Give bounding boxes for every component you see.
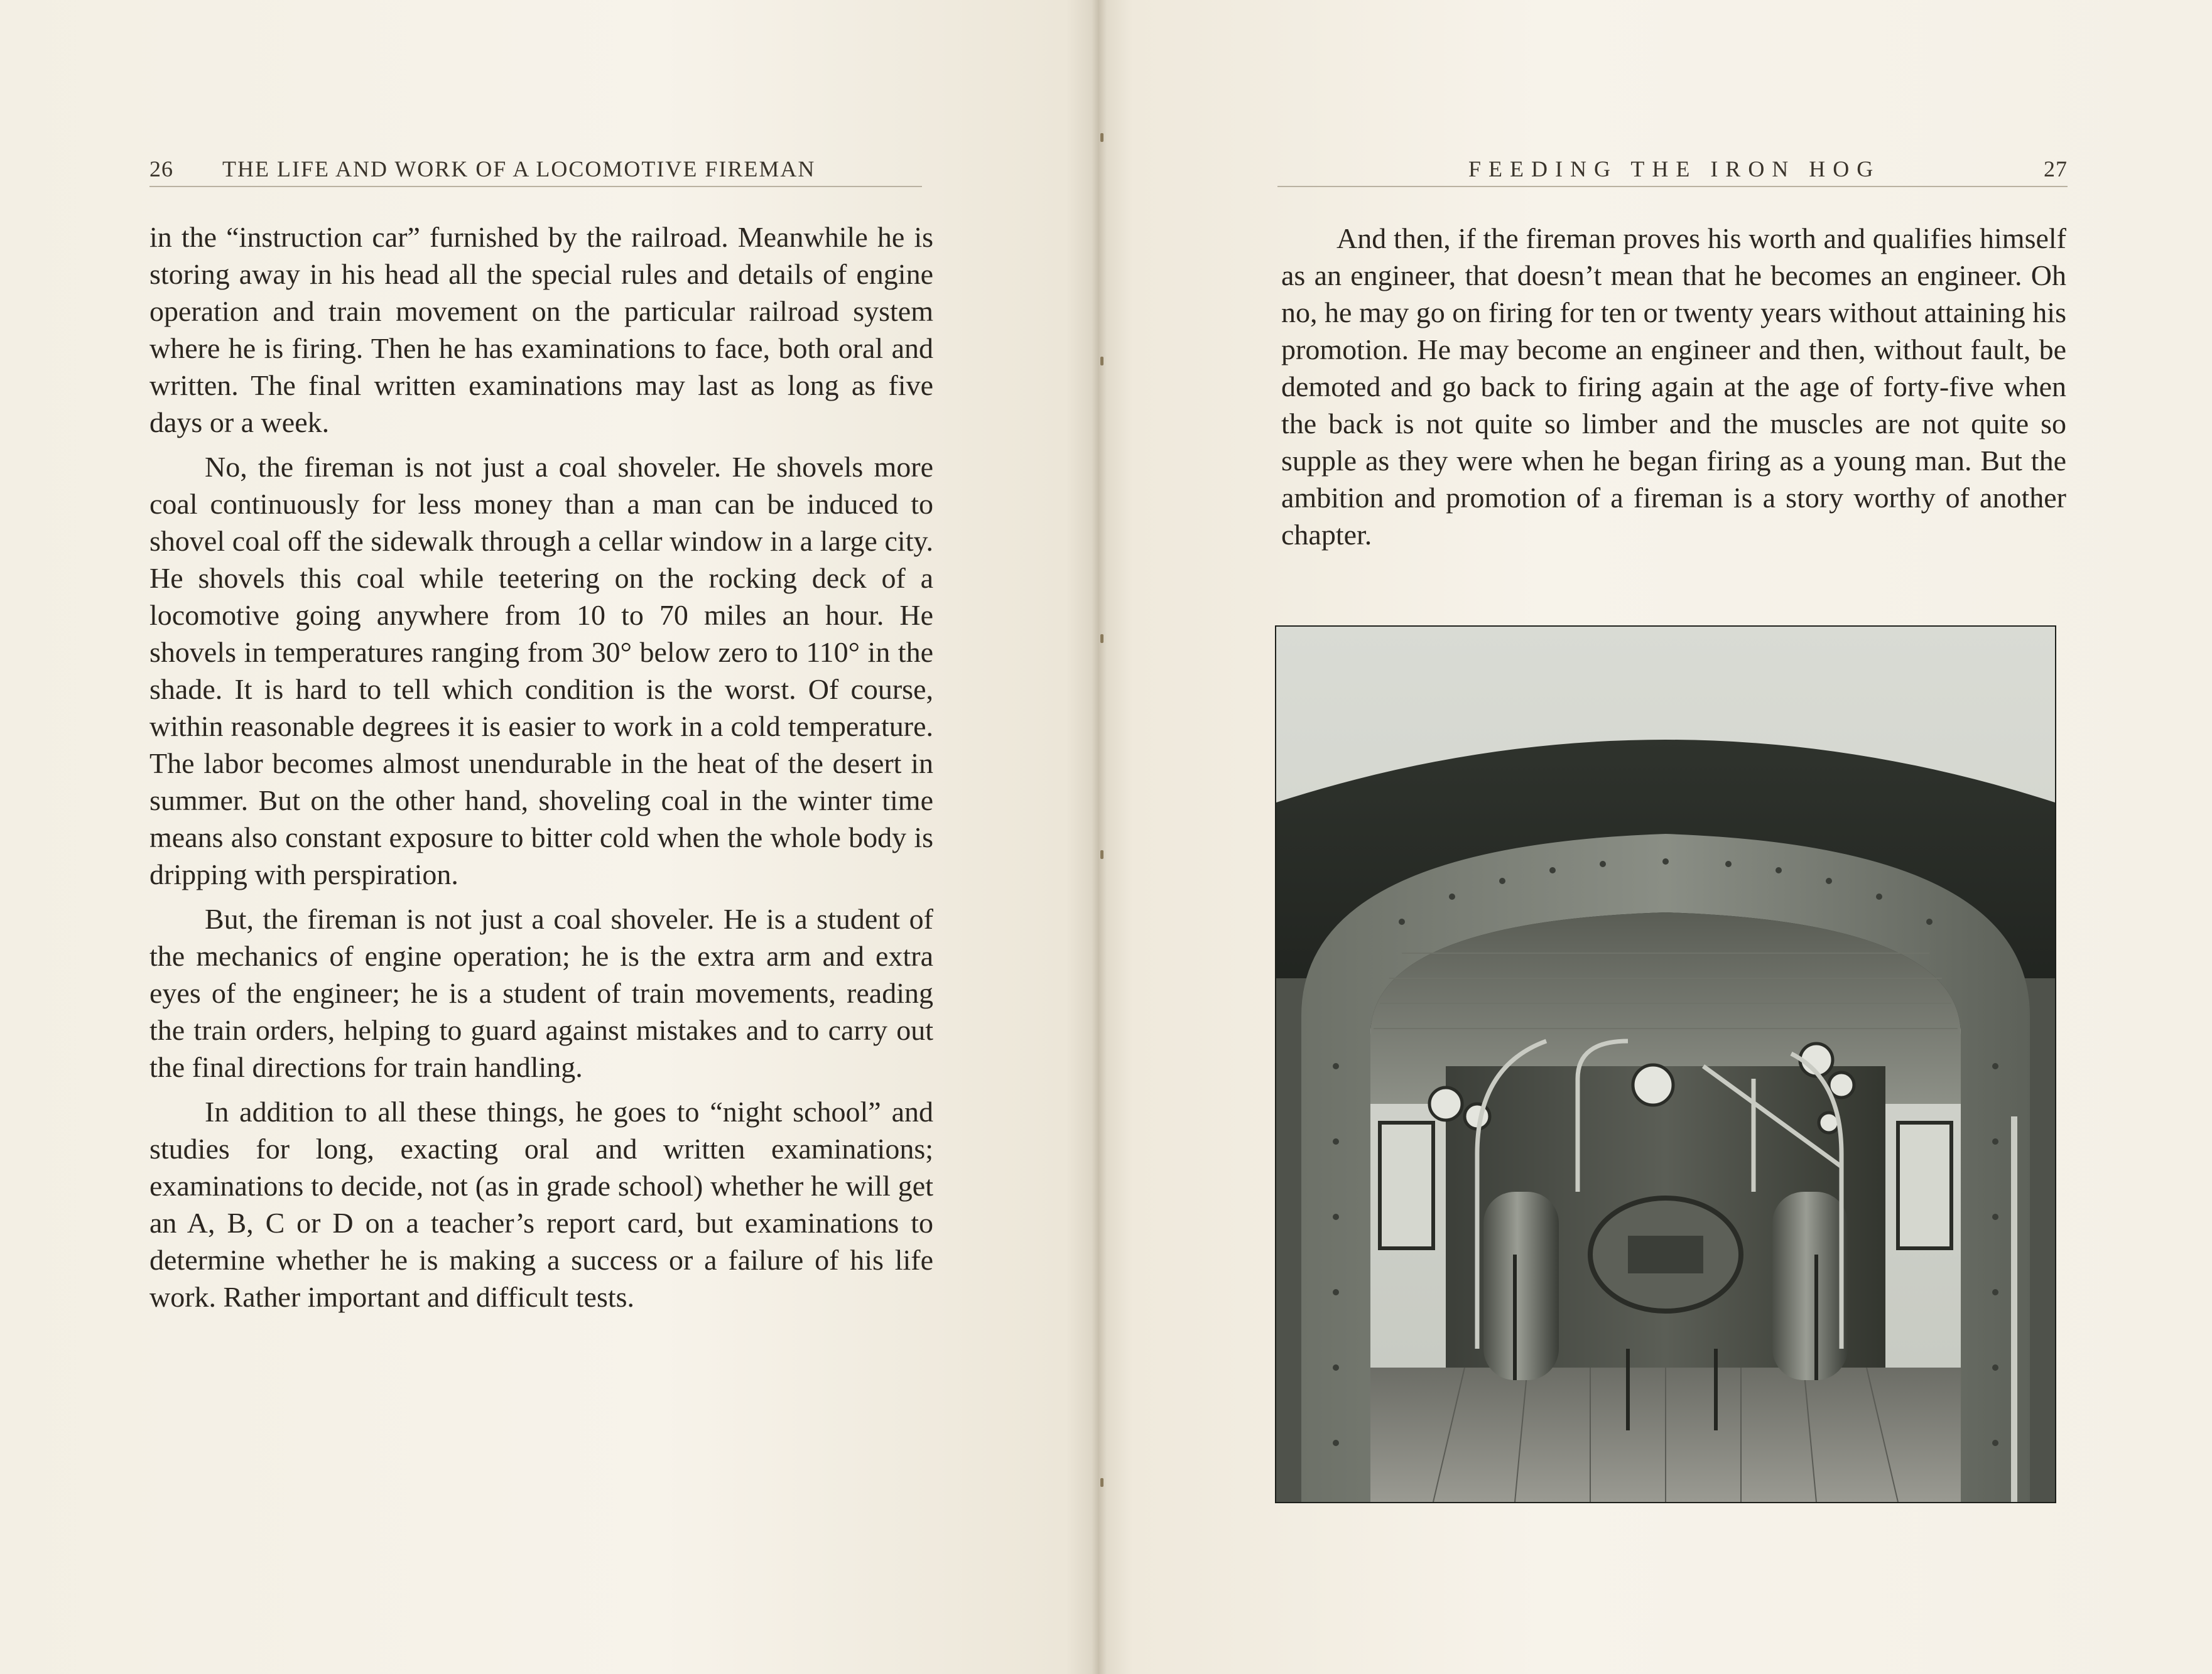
binding-stitch bbox=[1100, 133, 1103, 142]
paragraph: In addition to all these things, he goes to “night school” and studies for long, exacting oral and written examinations; examinations to decide, not (as in grade school) whether he will get an A, B, C or D on a teacher’s report card, but examinations to determine whether he is making a success or a failure of his life work. Rather important and difficult tests. bbox=[149, 1096, 933, 1313]
locomotive-cab-photo-icon bbox=[1275, 625, 2056, 1503]
gutter bbox=[1092, 0, 1107, 1674]
paragraph: And then, if the fireman proves his worth and qualifies himself as an engineer, that doesn’t mean that he becomes an engineer. Oh no, he may go on firing for ten or twenty years without attaining his promotion. He may become an engineer and then, without fault, be demoted and go back to firing again at the age of forty-five when the back is not quite so limber and the muscles are not quite so supple as they were when he began firing as a young man. But the ambition and promotion of a fireman is a story worthy of another chapter. bbox=[1281, 222, 2066, 551]
binding-stitch bbox=[1100, 634, 1103, 643]
chapter-title-header: FEEDING THE IRON HOG bbox=[1468, 156, 1881, 181]
page-number-left: 26 bbox=[149, 156, 173, 181]
left-body-text bbox=[149, 219, 933, 1315]
binding-stitch bbox=[1100, 1478, 1103, 1487]
binding-stitch bbox=[1100, 850, 1103, 859]
book-title-header: THE LIFE AND WORK OF A LOCOMOTIVE FIREMAN bbox=[222, 156, 816, 181]
left-running-head bbox=[149, 156, 922, 187]
paragraph: No, the fireman is not just a coal shoveler. He shovels more coal continuously for less money than a man can be induced to shovel coal off the sidewalk through a cellar window in a large city. He shovels this coal while teetering on the rocking deck of a locomotive going anywhere from 10 to 70 miles an hour. He shovels in temperatures ranging from 30° below zero to 110° in the shade. It is hard to tell which condition is the worst. Of course, within reasonable degrees it is easier to work in a cold temperature. The labor becomes almost unendurable in the heat of the desert in summer. But on the other hand, shoveling coal in the winter time means also constant exposure to bitter cold when the whole body is dripping with perspiration. bbox=[149, 451, 933, 890]
paragraph: But, the fireman is not just a coal shoveler. He is a student of the mechanics of engine operation; he is the extra arm and extra eyes of the engineer; he is a student of train movements, reading the train orders, helping to guard against mistakes and to carry out the final directions for train handling. bbox=[149, 903, 933, 1083]
right-body-text bbox=[1281, 220, 2066, 553]
header-rule bbox=[1277, 186, 2068, 187]
binding-stitch bbox=[1100, 357, 1103, 365]
header-rule bbox=[149, 186, 922, 187]
page-number-right: 27 bbox=[2044, 156, 2068, 181]
paragraph: in the “instruction car” furnished by the railroad. Meanwhile he is storing away in his head all the special rules and details of engine operation and train movement on the particular railroad system where he is firing. Then he has examinations to face, both oral and written. The final written examinations may last as long as five days or a week. bbox=[149, 221, 933, 438]
right-running-head bbox=[1277, 156, 2068, 187]
